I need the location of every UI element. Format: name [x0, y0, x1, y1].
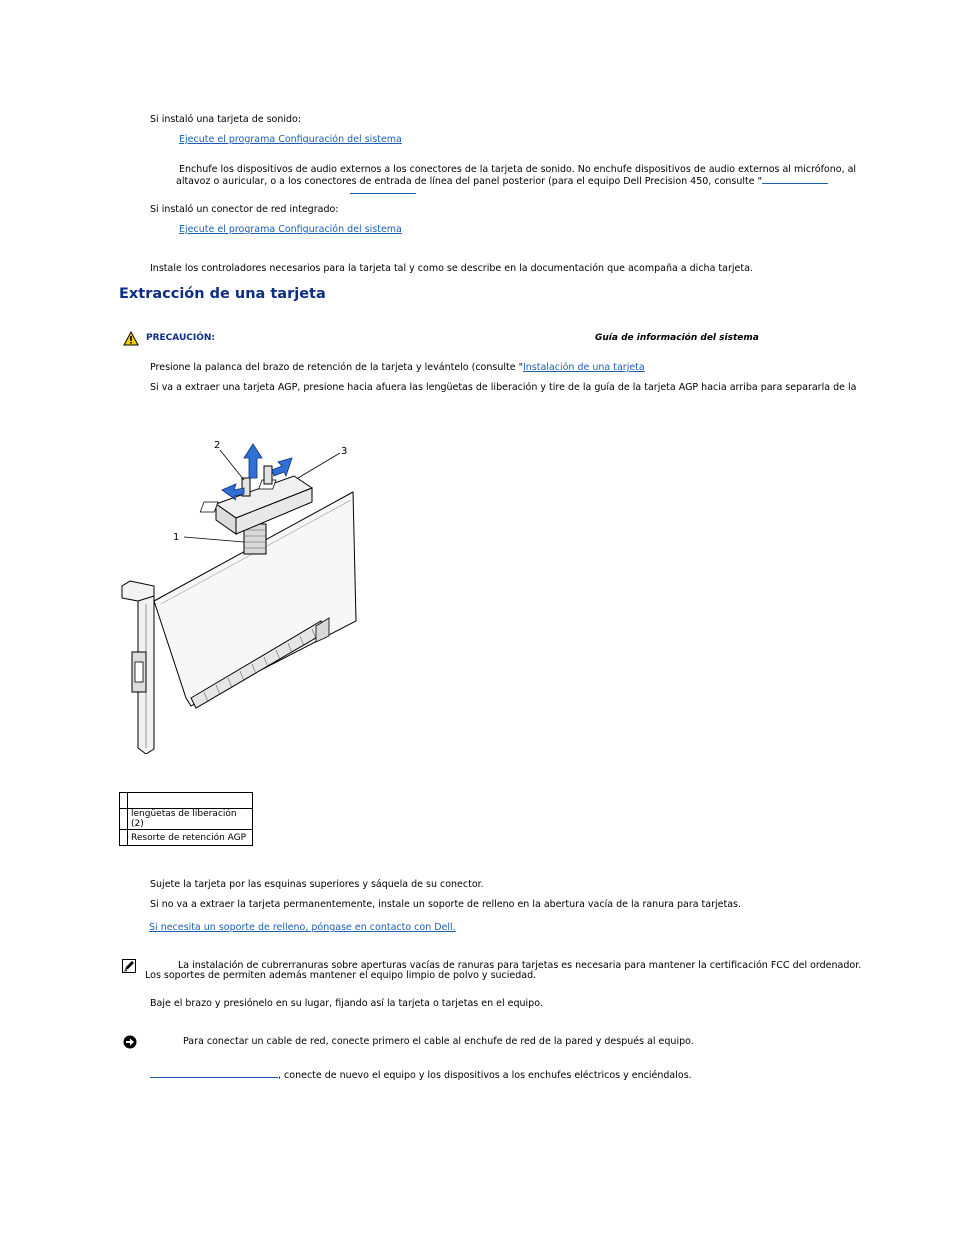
- audio-text-line2-text: altavoz o auricular, o a los conectores de entrada de línea del panel posterior (para el equipo Dell Precision 450, consulte ": [176, 176, 762, 187]
- grasp-card-text: Sujete la tarjeta por las esquinas superiores y sáquela de su conector.: [150, 879, 484, 890]
- callout-3: 3: [341, 446, 348, 457]
- reconnect-ref-link[interactable]: [150, 1068, 278, 1078]
- press-lever-label: Presione la palanca del brazo de retención de la tarjeta y levántelo (consulte ": [150, 362, 523, 373]
- legend-num: [120, 830, 128, 846]
- setup-link-network[interactable]: Ejecute el programa Configuración del sistema: [179, 224, 402, 235]
- setup-link-sound[interactable]: Ejecute el programa Configuración del sistema: [179, 134, 402, 145]
- legend-num: [120, 793, 128, 809]
- reconnect-text: [150, 1068, 692, 1081]
- callout-1: 1: [173, 532, 180, 543]
- legend-row: [120, 809, 253, 830]
- reconnect-text-label: , conecte de nuevo el equipo y los dispositivos a los enchufes eléctricos y enciéndalos.: [278, 1070, 692, 1081]
- figure-legend-table: [119, 792, 253, 846]
- caution-guide-ref: Guía de información del sistema: [595, 333, 759, 343]
- legend-label: lengüetas de liberación (2): [128, 809, 253, 830]
- warning-triangle-icon: [123, 331, 139, 346]
- notice-arrow-icon: [123, 1035, 137, 1049]
- legend-label: Resorte de retención AGP: [128, 830, 253, 846]
- sound-card-intro: Si instaló una tarjeta de sonido:: [150, 114, 302, 125]
- lower-arm-text: Baje el brazo y presiónelo en su lugar, fijando así la tarjeta o tarjetas en el equipo.: [150, 998, 543, 1009]
- audio-ref-link-cont[interactable]: [350, 184, 416, 194]
- legend-row: [120, 793, 253, 809]
- agp-text: Si va a extraer una tarjeta AGP, presione hacia afuera las lengüetas de liberación y tire de la guía de la tarjeta AGP hacia arriba para separarla de la: [150, 382, 857, 393]
- audio-text-line2: [176, 174, 828, 187]
- install-card-link[interactable]: Instalación de una tarjeta: [522, 362, 645, 373]
- note-pencil-icon: [122, 959, 136, 973]
- notice-text: Para conectar un cable de red, conecte primero el cable al enchufe de red de la pared y después al equipo.: [183, 1036, 694, 1047]
- card-removal-figure: [116, 436, 366, 754]
- audio-ref-link[interactable]: [762, 174, 828, 184]
- note-text-line1: La instalación de cubrerranuras sobre aperturas vacías de ranuras para tarjetas es necesaria para mantener la certificación FCC del ordenador.: [178, 960, 862, 971]
- network-intro: Si instaló un conector de red integrado:: [150, 204, 339, 215]
- filler-bracket-link[interactable]: Si necesita un soporte de relleno, póngase en contacto con Dell.: [149, 922, 456, 933]
- note-text-line2: Los soportes de permiten además mantener el equipo limpio de polvo y suciedad.: [145, 970, 537, 981]
- caution-label: PRECAUCIÓN:: [146, 333, 216, 343]
- section-title: Extracción de una tarjeta: [119, 286, 326, 302]
- callout-2: 2: [214, 440, 221, 451]
- legend-row: [120, 830, 253, 846]
- press-lever-text: [150, 362, 645, 373]
- legend-num: [120, 809, 128, 830]
- legend-label: [128, 793, 253, 809]
- drivers-text: Instale los controladores necesarios para la tarjeta tal y como se describe en la documentación que acompaña a dicha tarjeta.: [150, 263, 753, 274]
- audio-text-line1: Enchufe los dispositivos de audio externos a los conectores de la tarjeta de sonido. No enchufe dispositivos de audio externos al micrófono, al: [179, 164, 857, 175]
- filler-bracket-text: Si no va a extraer la tarjeta permanentemente, instale un soporte de relleno en la abertura vacía de la ranura para tarjetas.: [150, 899, 742, 910]
